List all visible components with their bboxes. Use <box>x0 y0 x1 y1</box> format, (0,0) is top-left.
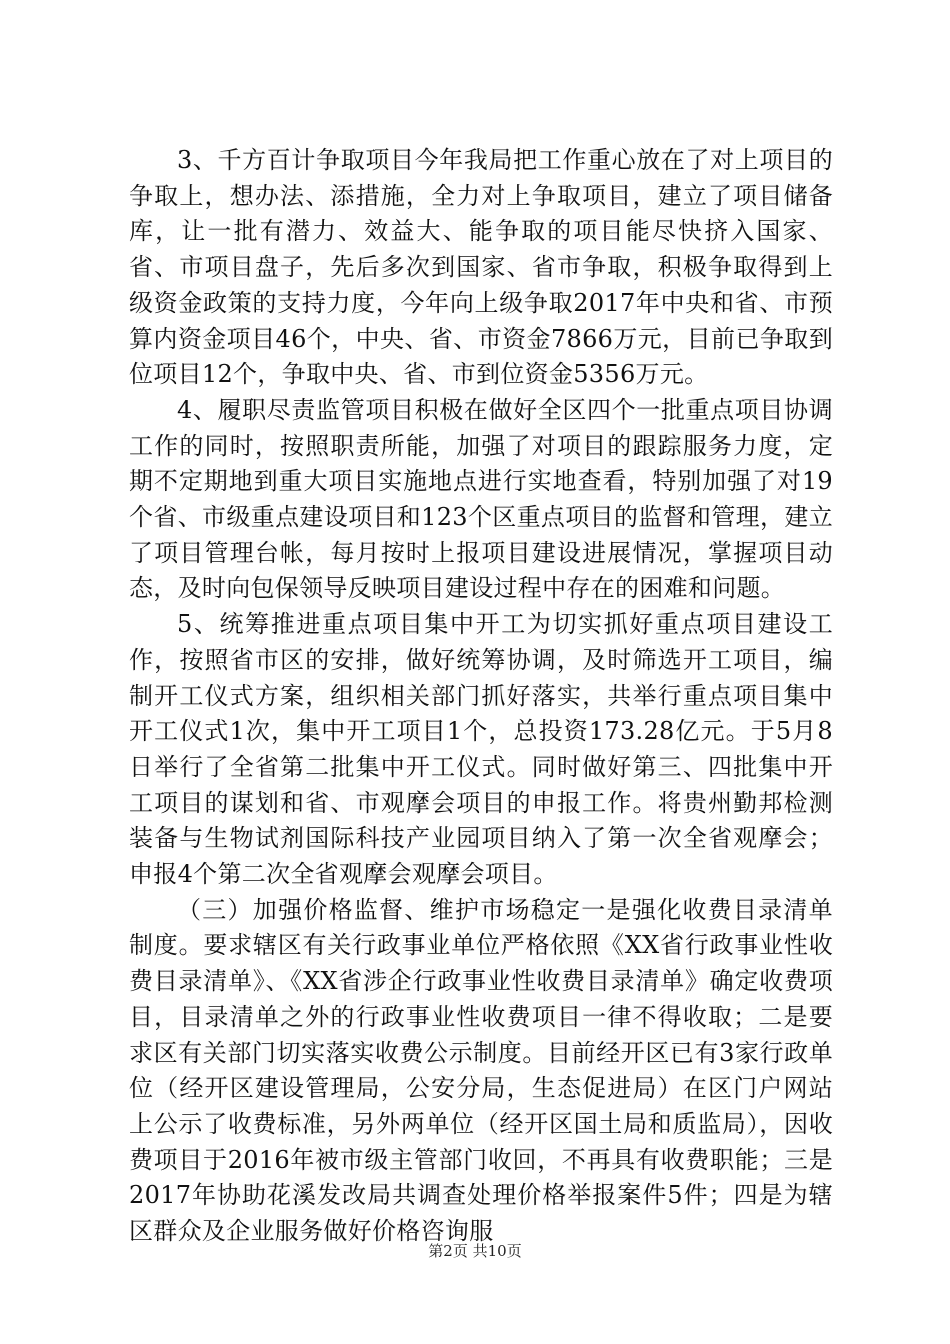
paragraph-project-supervision: 4、履职尽责监管项目积极在做好全区四个一批重点项目协调工作的同时，按照职责所能，加强了对项目的跟踪服务力度，定期不定期地到重大项目实施地点进行实地查看，特别加强了对19个省、市级重点建设项目和123个区重点项目的监督和管理，建立了项目管理台帐，每月按时上报项目建设进展情况，掌握项目动态，及时向包保领导反映项目建设过程中存在的困难和问题。 <box>129 395 833 603</box>
paragraph-project-funding: 3、千方百计争取项目今年我局把工作重心放在了对上项目的争取上，想办法、添措施，全力对上争取项目，建立了项目储备库，让一批有潜力、效益大、能争取的项目能尽快挤入国家、省、市项目盘子，先后多次到国家、省市争取，积极争取得到上级资金政策的支持力度，今年向上级争取2017年中央和省、市预算内资金项目46个，中央、省、市资金7866万元，目前已争取到位项目12个，争取中央、省、市到位资金5356万元。 <box>129 146 833 389</box>
page-number-footer: 第2页 共10页 <box>428 1242 522 1260</box>
paragraph-project-groundbreaking: 5、统筹推进重点项目集中开工为切实抓好重点项目建设工作，按照省市区的安排，做好统筹协调，及时筛选开工项目，编制开工仪式方案，组织相关部门抓好落实，共举行重点项目集中开工仪式1次，集中开工项目1个，总投资173.28亿元。于5月8日举行了全省第二批集中开工仪式。同时做好第三、四批集中开工项目的谋划和省、市观摩会项目的申报工作。将贵州勤邦检测装备与生物试剂国际科技产业园项目纳入了第一次全省观摩会；申报4个第二次全省观摩会观摩会项目。 <box>129 610 833 889</box>
paragraph-price-supervision: （三）加强价格监督、维护市场稳定一是强化收费目录清单制度。要求辖区有关行政事业单位严格依照《XX省行政事业性收费目录清单》、《XX省涉企行政事业性收费目录清单》确定收费项目，目录清单之外的行政事业性收费项目一律不得收取；二是要求区有关部门切实落实收费公示制度。目前经开区已有3家行政单位（经开区建设管理局，公安分局，生态促进局）在区门户网站上公示了收费标准，另外两单位（经开区国土局和质监局），因收费项目于2016年被市级主管部门收回，不再具有收费职能；三是2017年协助花溪发改局共调查处理价格举报案件5件；四是为辖区群众及企业服务做好价格咨询服 <box>129 895 833 1246</box>
document-body <box>129 143 833 1250</box>
